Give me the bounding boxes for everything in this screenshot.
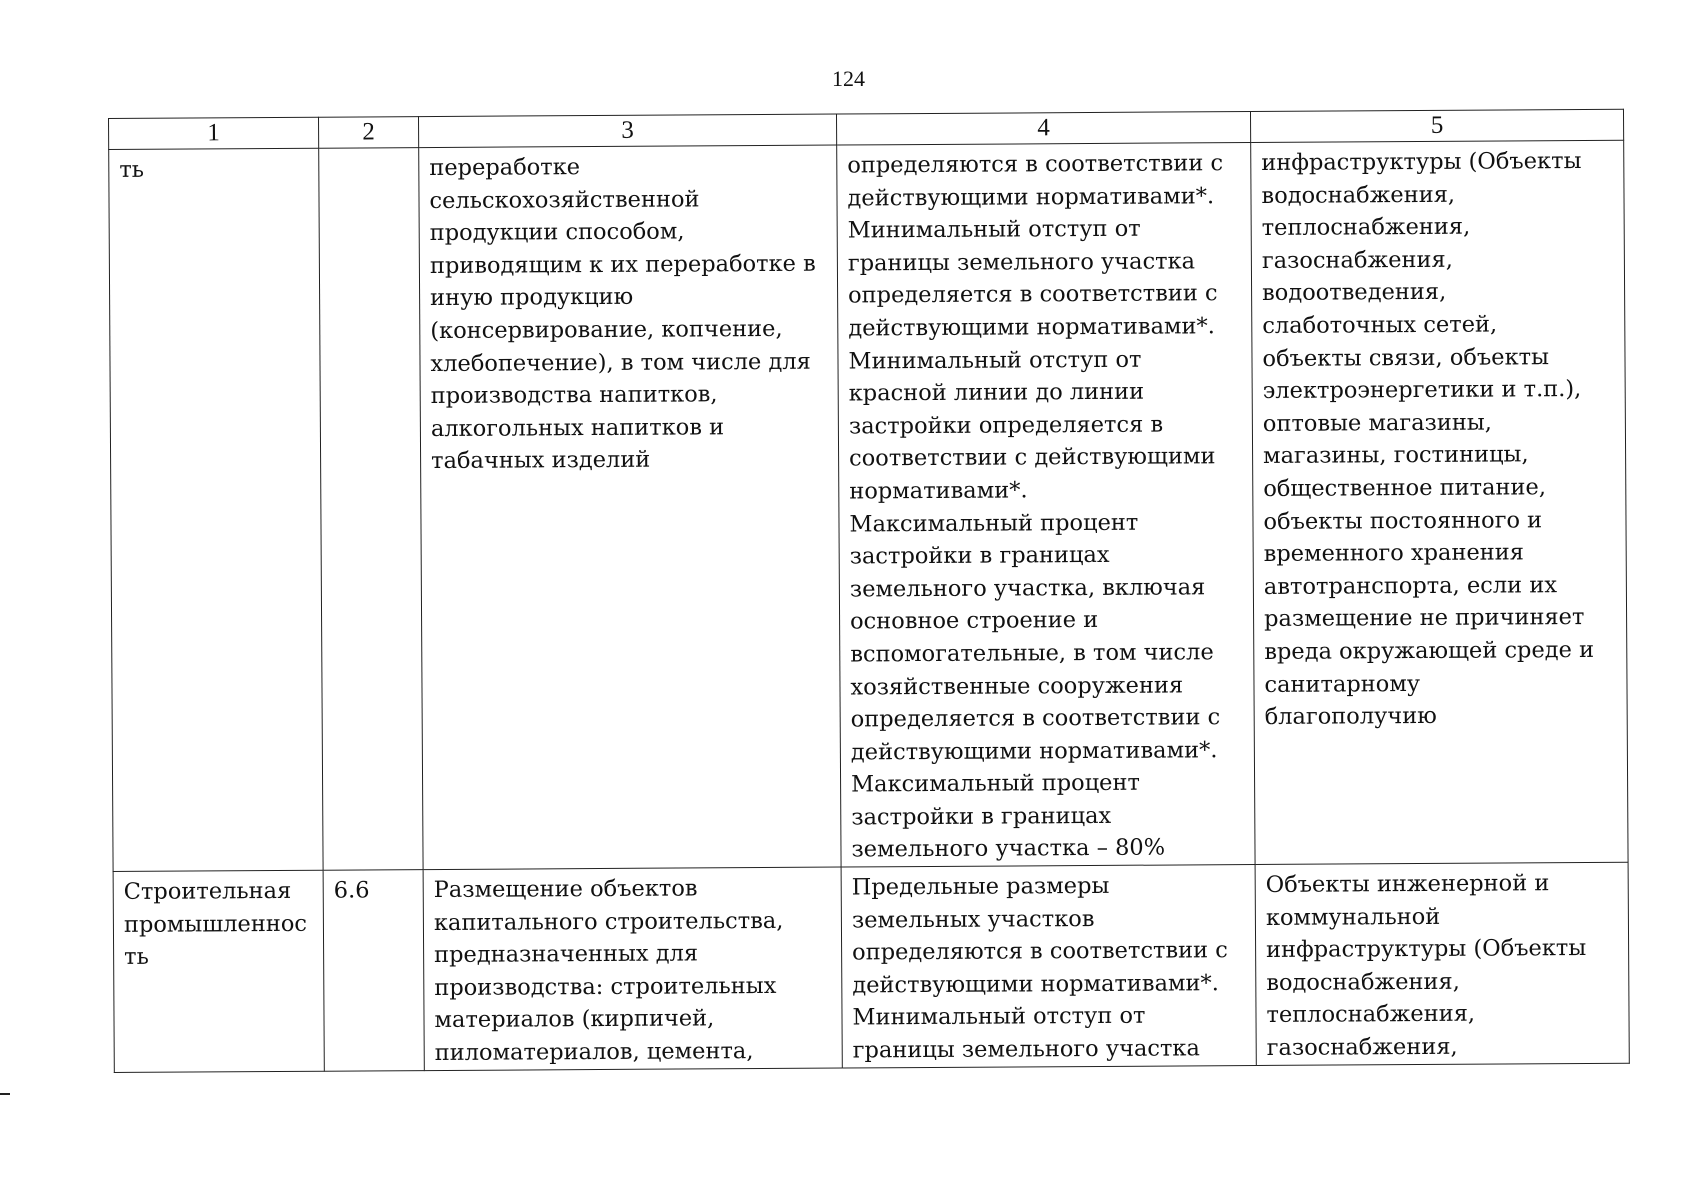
table-row xyxy=(113,862,1629,1072)
margin-mark xyxy=(0,1093,10,1095)
page-number: 124 xyxy=(832,66,865,91)
cell-use-description: Размещение объектов капитального строительства, предназначенных для производства: строительных материалов (кирпичей, пиломатериалов, цемента, xyxy=(423,867,842,1070)
column-header-4: 4 xyxy=(836,112,1250,146)
column-header-3: 3 xyxy=(418,114,836,148)
column-header-5: 5 xyxy=(1250,109,1623,142)
column-header-1: 1 xyxy=(109,117,319,149)
cell-limits: определяются в соответствии с действующими нормативами*. Минимальный отступ от границы земельного участка определяется в соответствии с действующими нормативами*. Минимальный отступ от красной линии до линии застройки определяется в соответствии с действующими нормативами*. Максимальный процент застройки в границах земельного участка, включая основное строение и вспомогательные, в том числе хозяйственные сооружения определяется в соответствии с действующими нормативами*. Максимальный процент застройки в границах земельного участка – 80% xyxy=(837,143,1255,868)
cell-allowed-objects: Объекты инженерной и коммунальной инфраструктуры (Объекты водоснабжения, теплоснабжения, газоснабжения, xyxy=(1255,862,1629,1065)
column-header-2: 2 xyxy=(318,117,418,149)
cell-use-code: 6.6 xyxy=(323,870,424,1071)
cell-use-name: ть xyxy=(109,148,323,871)
cell-limits: Предельные размеры земельных участков определяются в соответствии с действующими нормативами*. Минимальный отступ от границы земельного участка xyxy=(841,865,1256,1068)
cell-use-name: Строительная промышленнос ть xyxy=(113,870,324,1072)
cell-use-description: переработке сельскохозяйственной продукции способом, приводящим к их переработке в иную продукцию (консервирование, копчение, хлебопечение), в том числе для производства напитков, алкогольных напитков и табачных изделий xyxy=(419,145,841,870)
cell-allowed-objects: инфраструктуры (Объекты водоснабжения, теплоснабжения, газоснабжения, водоотведения, слаботочных сетей, объекты связи, объекты электроэнергетики и т.п.), оптовые магазины, магазины, гостиницы, общественное питание, объекты постоянного и временного хранения автотранспорта, если их размещение не причиняет вреда окружающей среде и санитарному благополучию xyxy=(1251,140,1628,864)
cell-use-code xyxy=(319,148,423,871)
table-row xyxy=(109,140,1628,871)
regulations-table xyxy=(108,109,1630,1073)
